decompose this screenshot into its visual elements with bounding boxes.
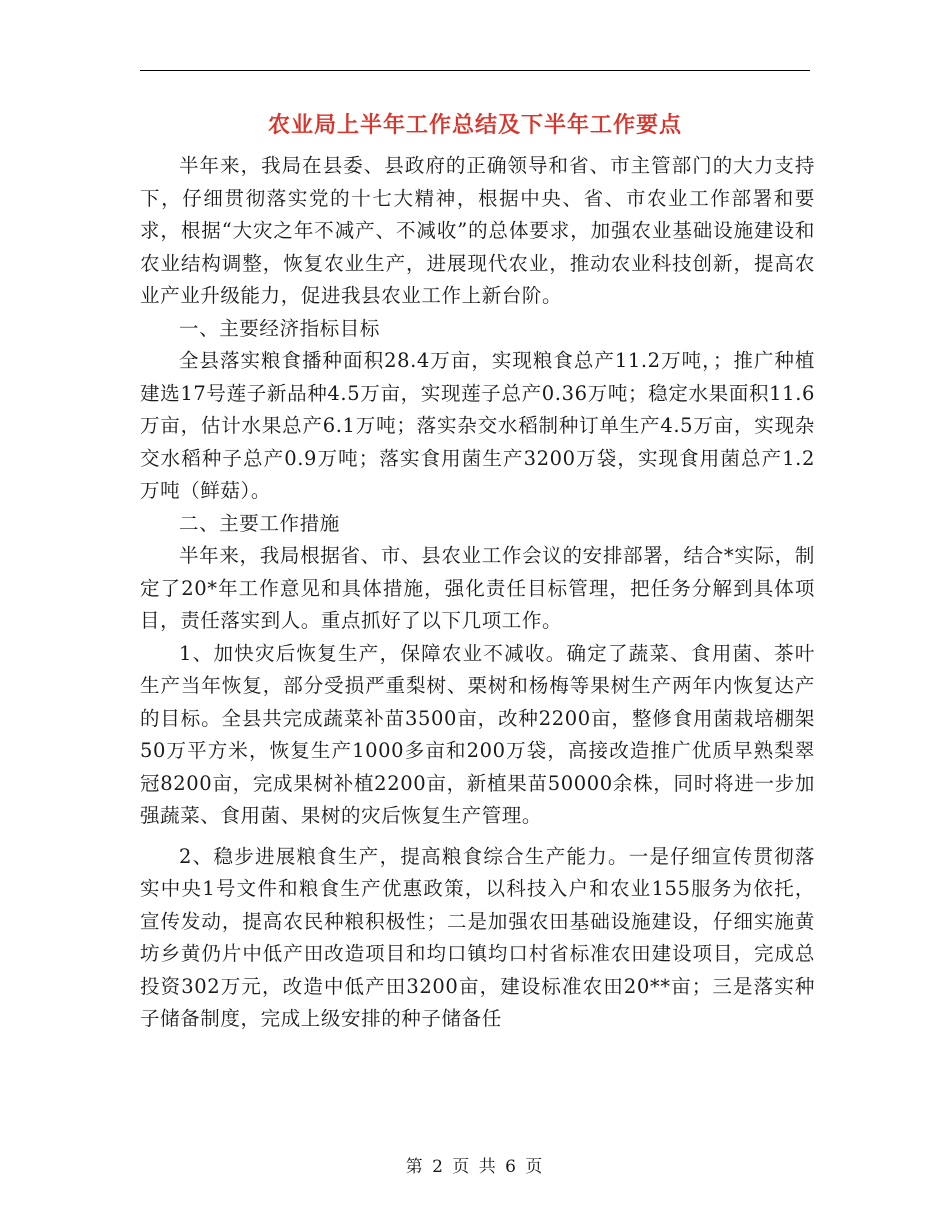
paragraph-item-2: 2、稳步进展粮食生产，提高粮食综合生产能力。一是仔细宣传贯彻落实中央1号文件和粮食生产优惠政策，以科技入户和农业155服务为依托，宣传发动，提高农民种粮积极性；二是加强农田基础设施建设，仔细实施黄坊乡黄仍片中低产田改造项目和均口镇均口村省标准农田建设项目，完成总投资302万元，改造中低产田3200亩，建设标准农田20**亩；三是落实种子储备制度，完成上级安排的种子储备任 (140, 844, 815, 1030)
paragraph-item-1: 1、加快灾后恢复生产，保障农业不减收。确定了蔬菜、食用菌、茶叶生产当年恢复，部分受损严重梨树、栗树和杨梅等果树生产两年内恢复达产的目标。全县共完成蔬菜补苗3500亩，改种2200亩，整修食用菌栽培棚架50万平方米，恢复生产1000多亩和200万袋，高接改造推广优质早熟梨翠冠8200亩，完成果树补植2200亩，新植果苗50000余株，同时将进一步加强蔬菜、食用菌、果树的灾后恢复生产管理。 (140, 641, 815, 827)
header-rule (140, 70, 810, 71)
paragraph-measures: 半年来，我局根据省、市、县农业工作会议的安排部署，结合*实际，制定了20*年工作意见和具体措施，强化责任目标管理，把任务分解到具体项目，责任落实到人。重点抓好了以下几项工作。 (140, 544, 815, 632)
document-title: 农业局上半年工作总结及下半年工作要点 (267, 112, 682, 138)
section-heading-measures: 二、主要工作措施 (179, 511, 340, 535)
page-number: 第 2 页 共 6 页 (405, 1157, 545, 1177)
paragraph-intro: 半年来，我局在县委、县政府的正确领导和省、市主管部门的大力支持下，仔细贯彻落实党的十七大精神，根据中央、省、市农业工作部署和要求，根据“大灾之年不减产、不减收”的总体要求，加强农业基础设施建设和农业结构调整，恢复农业生产，进展现代农业，推动农业科技创新，提高农业产业升级能力，促进我县农业工作上新台阶。 (140, 154, 815, 307)
section-heading-targets: 一、主要经济指标目标 (179, 316, 381, 340)
paragraph-targets: 全县落实粮食播种面积28.4万亩，实现粮食总产11.2万吨，；推广种植建选17号莲子新品种4.5万亩，实现莲子总产0.36万吨；稳定水果面积11.6万亩，估计水果总产6.1万吨；落实杂交水稻制种订单生产4.5万亩，实现杂交水稻种子总产0.9万吨；落实食用菌生产3200万袋，实现食用菌总产1.2万吨（鲜菇）。 (140, 349, 815, 502)
document-body (140, 150, 815, 1036)
